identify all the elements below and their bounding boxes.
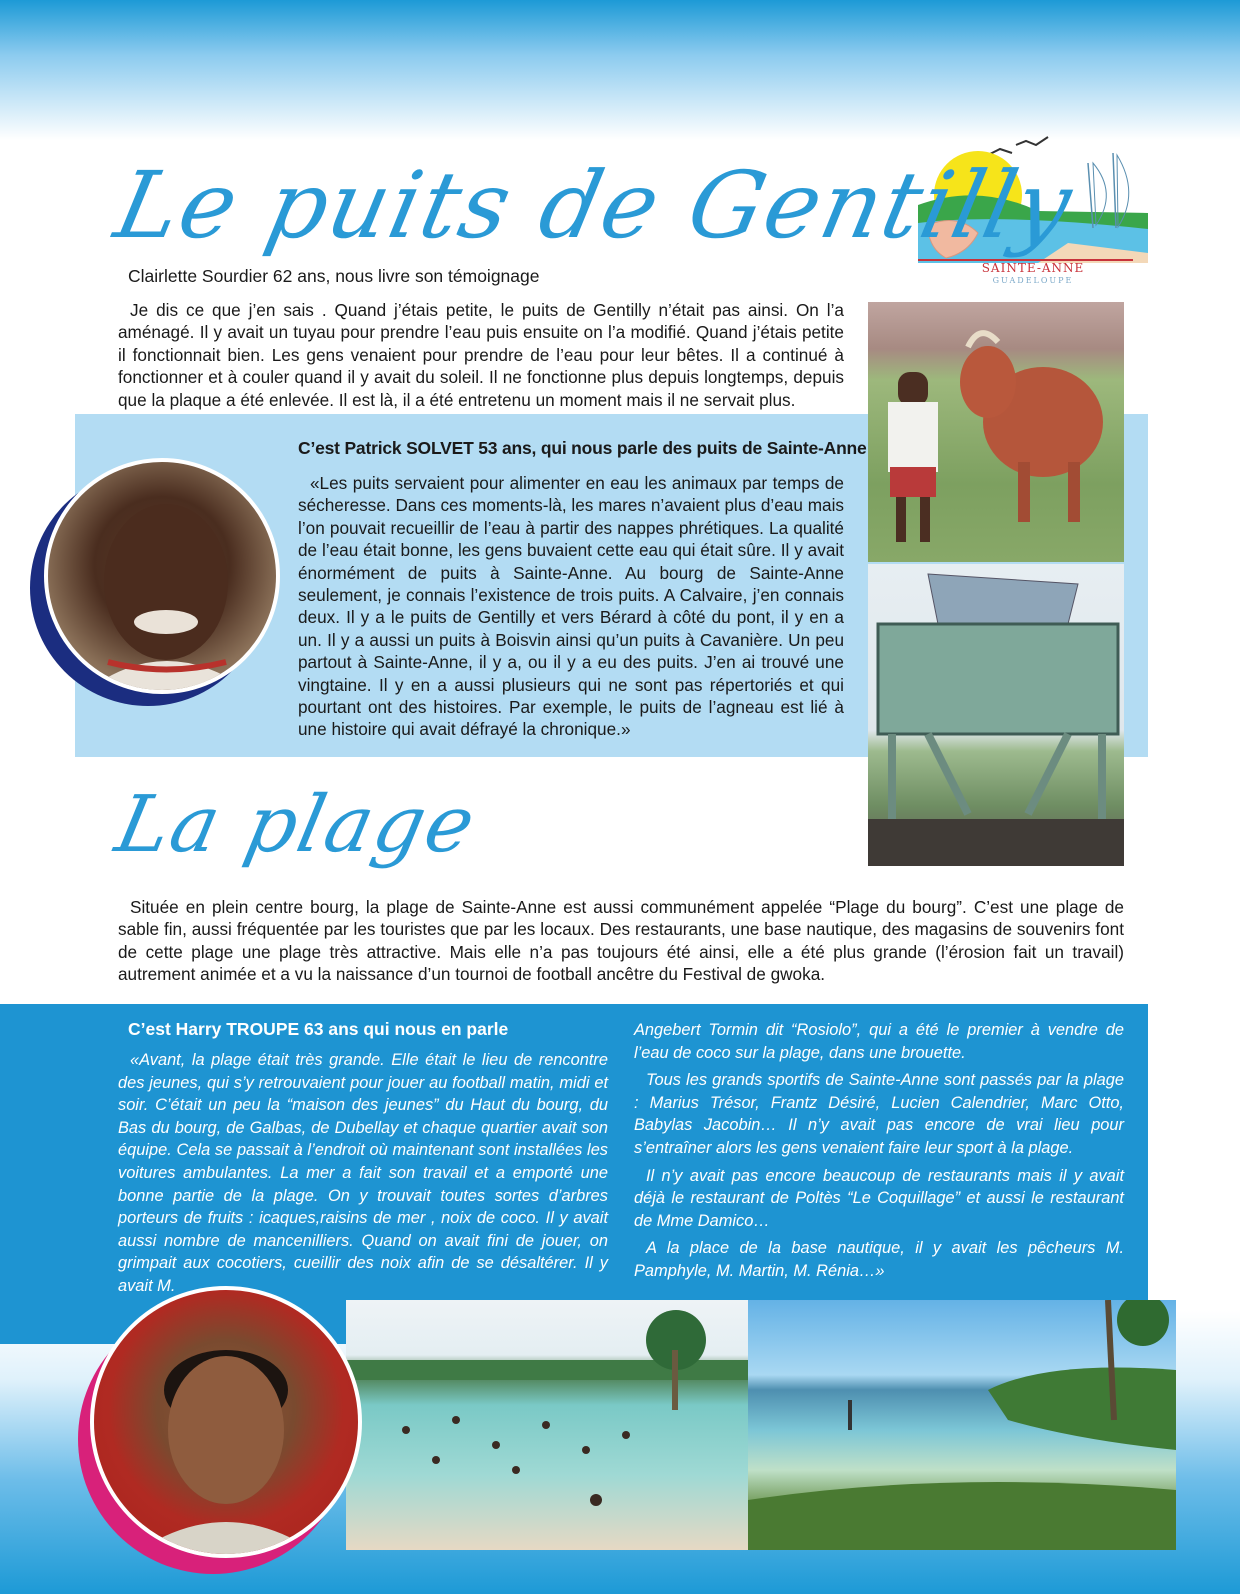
harry-testimony-text-2: Angebert Tormin dit “Rosiolo”, qui a été le premier à vendre de l’eau de coco sur la plage, dans une brouette. [634,1021,1124,1062]
harry-testimony-text-4: Il n’y avait pas encore beaucoup de restaurants mais il y avait déjà le restaurant de Poltès “Le Coquillage” et aussi le restaurant de Mme Damico… [634,1166,1124,1230]
section-title-plage: La plage [108,780,485,870]
photo-man-with-ox [868,302,1124,562]
patrick-testimony [298,472,844,741]
photo-well-structure [868,564,1124,866]
harry-troupe-portrait [90,1286,362,1558]
harry-testimony-text-1: «Avant, la plage était très grande. Elle était le lieu de rencontre des jeunes, qui s’y retrouvaient pour jouer au football matin, midi et soir. C’était un peu la “maison des jeunes” du Haut du bourg, du Bas du bourg, de Galbas, de Dubellay et chaque quartier avait son équipe. Cela se passait à l’endroit où maintenant sont installées les voitures ambulantes. La mer a fait son travail et a emporté une bonne partie de la plage. On y trouvait toutes sortes d’arbres porteurs de fruits : icaques,raisins de mer , noix de coco. Il y avait aussi nombre de mancenilliers. Quand on avait fini de jouer, on grimpait aux cocotiers, cueillir des noix afin de se désaltérer. Il y avait M. [118,1051,608,1295]
harry-testimony-column-2 [634,1019,1124,1288]
harry-testimony-text-5: A la place de la base nautique, il y avait les pêcheurs M. Pamphyle, M. Martin, M. Rénia…» [634,1239,1124,1280]
testimony-heading-patrick: C’est Patrick SOLVET 53 ans, qui nous parle des puits de Sainte-Anne [298,438,867,458]
section-title-puits: Le puits de Gentilly [106,152,1083,259]
plage-paragraph-text: Située en plein centre bourg, la plage de Sainte-Anne est aussi communément appelée “Plage du bourg”. C’est une plage de sable fin, aussi fréquentée par les touristes que par les locaux. Des restaurants, une base nautique, des magasins de souvenirs font de cette plage une plage très attractive. Mais elle n’a pas toujours été ainsi, elle a été plus grande (l’érosion fait un travail) autrement animée et a vu la naissance d’un tournoi de football ancêtre du Festival de gwoka. [118,897,1124,985]
harry-testimony-column-1 [118,1049,608,1303]
patrick-testimony-text: «Les puits servaient pour alimenter en eau les animaux par temps de sécheresse. Dans ces moments-là, les mares n’avaient plus d’eau mais l’on pouvait recueillir de l’eau à partir des nappes phrétiques. La qualité de l’eau était bonne, les gens buvaient cette eau qui était sûre. Il y avait énormément de puits à Sainte-Anne. Au bourg de Sainte-Anne seulement, je connais l’existence de trois puits. A Calvaire, j’en connais deux. Il y a le puits de Gentilly et vers Bérard à côté du pont, il y en a un. Il y a aussi un puits à Boisvin ainsi qu’un puits à Cavanière. Un peu partout à Sainte-Anne, il y a, ou il y a eu des puits. J’en ai trouvé une vingtaine. Il y en a aussi plusieurs qui ne sont pas répertoriés et qui pourtant ont des histoires. Par exemple, le puits de l’agneau est lié à une histoire qui avait défrayé la chronique.» [298,473,844,740]
photo-beach-bathers [346,1300,748,1550]
puits-paragraph-text: Je dis ce que j’en sais . Quand j’étais petite, le puits de Gentilly n’était pas ainsi. On l’a aménagé. Il y avait un tuyau pour prendre l’eau puis ensuite on l’a modifié. Quand j’étais petite il fonctionnait bien. Les gens venaient pour prendre de l’eau pour leur bêtes. Il a continué à fonctionner et à couler quand il y avait du soleil. Il ne fonctionne plus depuis longtemps, depuis que la plaque a été enlevée. Il est là, il a été entretenu un moment mais il ne servait plus. [118,300,844,410]
harry-testimony-text-3: Tous les grands sportifs de Sainte-Anne sont passés par la plage : Marius Trésor, Frantz Désiré, Lucien Calendrier, Marc Otto, Babylas Jacobin… Il n’y avait pas encore de vrai lieu pour s’entraîner alors les gens venaient faire leur sport à la plage. [634,1071,1124,1157]
intro-line: Clairlette Sourdier 62 ans, nous livre son témoignage [128,266,540,286]
plage-paragraph [118,896,1124,986]
testimony-heading-harry: C’est Harry TROUPE 63 ans qui nous en parle [128,1019,509,1039]
patrick-solvet-portrait [44,458,280,694]
logo-name: SAINTE-ANNE [981,261,1085,275]
logo-region: GUADELOUPE [992,276,1074,285]
photo-beach-shore [748,1300,1176,1550]
puits-paragraph [118,299,844,411]
